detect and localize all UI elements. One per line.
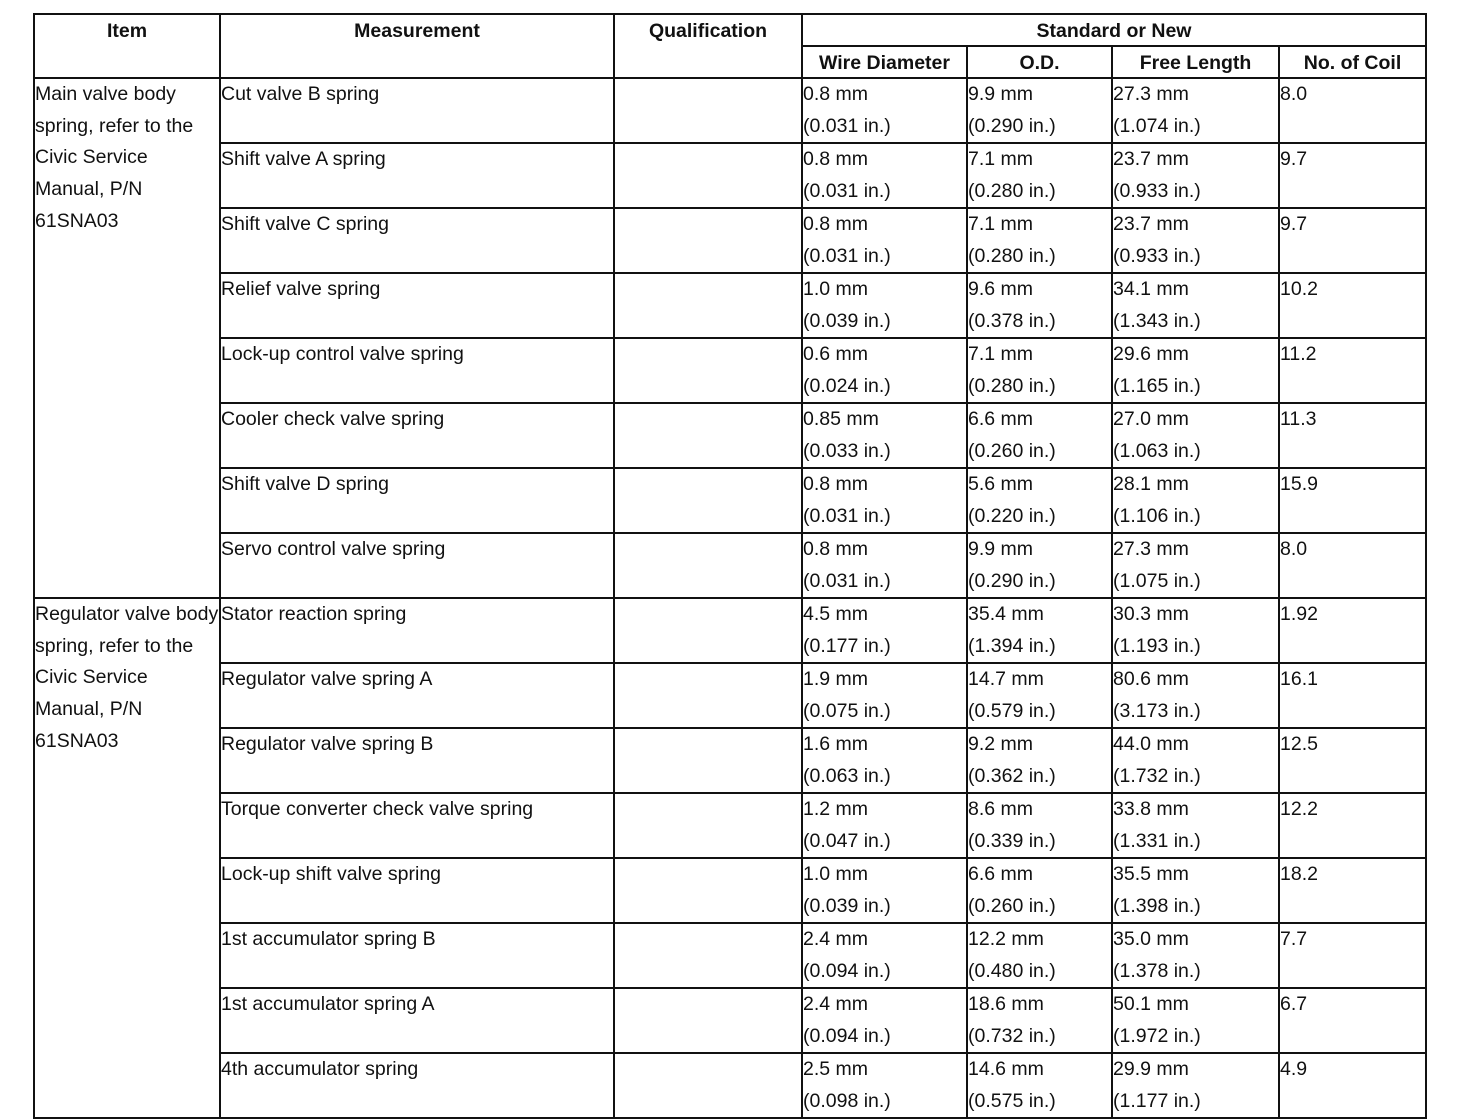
spring-spec-table xyxy=(33,13,1427,1119)
wire-diameter-cell-mm: 0.8 mm xyxy=(803,473,869,495)
od-cell-in: (0.290 in.) xyxy=(968,569,1056,592)
od-cell-mm: 12.2 mm xyxy=(968,928,1044,950)
free-length-cell-in: (0.933 in.) xyxy=(1113,179,1201,202)
coil-count-cell xyxy=(1279,208,1426,273)
od-cell-in: (0.280 in.) xyxy=(968,374,1056,397)
free-length-cell-mm: 29.6 mm xyxy=(1113,343,1189,365)
od-cell xyxy=(967,338,1112,403)
coil-count-cell xyxy=(1279,858,1426,923)
wire-diameter-cell-in: (0.033 in.) xyxy=(803,439,891,462)
free-length-cell-mm: 27.3 mm xyxy=(1113,83,1189,105)
wire-diameter-cell xyxy=(802,273,967,338)
wire-diameter-cell xyxy=(802,403,967,468)
coil-count-cell-text: 7.7 xyxy=(1280,928,1308,950)
coil-count-cell xyxy=(1279,988,1426,1053)
spec-table-body xyxy=(34,78,1426,1118)
measurement-cell-text: Lock-up shift valve spring xyxy=(221,863,442,885)
free-length-cell-in: (3.173 in.) xyxy=(1113,699,1201,722)
od-cell xyxy=(967,988,1112,1053)
od-cell xyxy=(967,78,1112,143)
measurement-cell xyxy=(220,468,614,533)
od-cell xyxy=(967,1053,1112,1118)
free-length-cell-in: (1.732 in.) xyxy=(1113,764,1201,787)
qualification-cell xyxy=(614,1053,802,1118)
measurement-cell-text: Servo control valve spring xyxy=(221,538,446,560)
qualification-cell xyxy=(614,273,802,338)
wire-diameter-cell xyxy=(802,78,967,143)
free-length-cell-in: (1.074 in.) xyxy=(1113,114,1201,137)
qualification-cell xyxy=(614,988,802,1053)
measurement-cell-text: Lock-up control valve spring xyxy=(221,343,464,365)
free-length-cell-in: (1.343 in.) xyxy=(1113,309,1201,332)
wire-diameter-cell-mm: 2.4 mm xyxy=(803,928,869,950)
free-length-cell xyxy=(1112,728,1279,793)
free-length-cell-in: (1.398 in.) xyxy=(1113,894,1201,917)
coil-count-cell-text: 11.2 xyxy=(1280,343,1317,365)
table-row xyxy=(34,988,1426,1053)
coil-count-cell-text: 12.2 xyxy=(1280,798,1318,820)
coil-count-cell-text: 16.1 xyxy=(1280,668,1318,690)
od-cell-in: (0.260 in.) xyxy=(968,894,1056,917)
coil-count-cell-text: 4.9 xyxy=(1280,1058,1308,1080)
item-cell xyxy=(34,598,220,1118)
wire-diameter-cell-mm: 1.0 mm xyxy=(803,278,869,300)
free-length-cell-in: (1.075 in.) xyxy=(1113,569,1201,592)
wire-diameter-cell-mm: 0.85 mm xyxy=(803,408,879,430)
free-length-cell-mm: 30.3 mm xyxy=(1113,603,1189,625)
qualification-cell xyxy=(614,338,802,403)
free-length-cell-in: (1.972 in.) xyxy=(1113,1024,1201,1047)
free-length-cell-mm: 44.0 mm xyxy=(1113,733,1189,755)
coil-count-cell xyxy=(1279,1053,1426,1118)
free-length-cell-mm: 29.9 mm xyxy=(1113,1058,1189,1080)
coil-count-cell xyxy=(1279,143,1426,208)
wire-diameter-cell-in: (0.177 in.) xyxy=(803,634,891,657)
free-length-cell-mm: 33.8 mm xyxy=(1113,798,1189,820)
coil-count-cell-text: 8.0 xyxy=(1280,538,1308,560)
wire-diameter-cell-in: (0.063 in.) xyxy=(803,764,891,787)
table-row xyxy=(34,78,1426,143)
coil-count-cell xyxy=(1279,533,1426,598)
wire-diameter-cell xyxy=(802,988,967,1053)
free-length-cell-mm: 35.0 mm xyxy=(1113,928,1189,950)
header-no-of-coil: No. of Coil xyxy=(1279,46,1426,78)
od-cell-mm: 14.6 mm xyxy=(968,1058,1044,1080)
coil-count-cell-text: 6.7 xyxy=(1280,993,1308,1015)
od-cell-in: (0.378 in.) xyxy=(968,309,1056,332)
measurement-cell xyxy=(220,793,614,858)
coil-count-cell-text: 10.2 xyxy=(1280,278,1318,300)
free-length-cell-mm: 27.0 mm xyxy=(1113,408,1189,430)
od-cell-mm: 35.4 mm xyxy=(968,603,1044,625)
wire-diameter-cell xyxy=(802,793,967,858)
wire-diameter-cell-mm: 2.4 mm xyxy=(803,993,869,1015)
od-cell-mm: 9.6 mm xyxy=(968,278,1034,300)
od-cell-mm: 18.6 mm xyxy=(968,993,1044,1015)
measurement-cell xyxy=(220,338,614,403)
coil-count-cell-text: 18.2 xyxy=(1280,863,1318,885)
wire-diameter-cell xyxy=(802,468,967,533)
qualification-cell xyxy=(614,663,802,728)
wire-diameter-cell-in: (0.039 in.) xyxy=(803,894,891,917)
wire-diameter-cell xyxy=(802,533,967,598)
od-cell-in: (0.280 in.) xyxy=(968,179,1056,202)
wire-diameter-cell-mm: 0.8 mm xyxy=(803,538,869,560)
wire-diameter-cell-mm: 2.5 mm xyxy=(803,1058,869,1080)
measurement-cell-text: Shift valve A spring xyxy=(221,148,386,170)
od-cell-in: (1.394 in.) xyxy=(968,634,1056,657)
wire-diameter-cell xyxy=(802,598,967,663)
measurement-cell-text: Regulator valve spring A xyxy=(221,668,433,690)
wire-diameter-cell-in: (0.098 in.) xyxy=(803,1089,891,1112)
table-row xyxy=(34,858,1426,923)
header-free-length: Free Length xyxy=(1112,46,1279,78)
od-cell xyxy=(967,403,1112,468)
table-row xyxy=(34,143,1426,208)
wire-diameter-cell xyxy=(802,858,967,923)
wire-diameter-cell xyxy=(802,728,967,793)
measurement-cell xyxy=(220,728,614,793)
free-length-cell-mm: 23.7 mm xyxy=(1113,148,1189,170)
free-length-cell xyxy=(1112,78,1279,143)
coil-count-cell xyxy=(1279,598,1426,663)
coil-count-cell-text: 8.0 xyxy=(1280,83,1308,105)
wire-diameter-cell xyxy=(802,1053,967,1118)
coil-count-cell-text: 1.92 xyxy=(1280,603,1318,625)
free-length-cell xyxy=(1112,858,1279,923)
free-length-cell xyxy=(1112,1053,1279,1118)
measurement-cell-text: Cut valve B spring xyxy=(221,83,380,105)
od-cell xyxy=(967,663,1112,728)
free-length-cell-in: (1.331 in.) xyxy=(1113,829,1201,852)
measurement-cell xyxy=(220,273,614,338)
free-length-cell xyxy=(1112,208,1279,273)
free-length-cell-mm: 80.6 mm xyxy=(1113,668,1189,690)
od-cell xyxy=(967,728,1112,793)
header-wire-diameter: Wire Diameter xyxy=(802,46,967,78)
free-length-cell xyxy=(1112,923,1279,988)
table-row xyxy=(34,598,1426,663)
wire-diameter-cell-mm: 1.9 mm xyxy=(803,668,869,690)
table-row xyxy=(34,793,1426,858)
od-cell-mm: 6.6 mm xyxy=(968,863,1034,885)
item-label: Main valve body spring, refer to the Civic Service Manual, P/N 61SNA03 xyxy=(35,83,194,232)
od-cell-mm: 5.6 mm xyxy=(968,473,1034,495)
od-cell-mm: 9.9 mm xyxy=(968,538,1034,560)
od-cell xyxy=(967,793,1112,858)
measurement-cell-text: 1st accumulator spring B xyxy=(221,928,436,950)
table-row xyxy=(34,208,1426,273)
table-row xyxy=(34,663,1426,728)
measurement-cell xyxy=(220,78,614,143)
free-length-cell-mm: 23.7 mm xyxy=(1113,213,1189,235)
od-cell xyxy=(967,468,1112,533)
coil-count-cell xyxy=(1279,273,1426,338)
wire-diameter-cell-in: (0.031 in.) xyxy=(803,114,891,137)
measurement-cell-text: Stator reaction spring xyxy=(221,603,407,625)
od-cell xyxy=(967,533,1112,598)
coil-count-cell-text: 9.7 xyxy=(1280,148,1308,170)
free-length-cell xyxy=(1112,533,1279,598)
od-cell-mm: 14.7 mm xyxy=(968,668,1044,690)
measurement-cell xyxy=(220,598,614,663)
wire-diameter-cell-mm: 1.0 mm xyxy=(803,863,869,885)
od-cell xyxy=(967,923,1112,988)
free-length-cell xyxy=(1112,988,1279,1053)
measurement-cell-text: 4th accumulator spring xyxy=(221,1058,419,1080)
measurement-cell-text: Shift valve D spring xyxy=(221,473,389,495)
measurement-cell xyxy=(220,403,614,468)
od-cell-in: (0.362 in.) xyxy=(968,764,1056,787)
coil-count-cell-text: 9.7 xyxy=(1280,213,1308,235)
table-row xyxy=(34,338,1426,403)
free-length-cell xyxy=(1112,793,1279,858)
measurement-cell-text: Relief valve spring xyxy=(221,278,381,300)
free-length-cell-mm: 27.3 mm xyxy=(1113,538,1189,560)
wire-diameter-cell-mm: 0.8 mm xyxy=(803,83,869,105)
wire-diameter-cell xyxy=(802,923,967,988)
od-cell-in: (0.290 in.) xyxy=(968,114,1056,137)
qualification-cell xyxy=(614,793,802,858)
coil-count-cell xyxy=(1279,403,1426,468)
qualification-cell xyxy=(614,923,802,988)
qualification-cell xyxy=(614,468,802,533)
free-length-cell xyxy=(1112,143,1279,208)
measurement-cell-text: Torque converter check valve spring xyxy=(221,798,534,820)
free-length-cell-mm: 34.1 mm xyxy=(1113,278,1189,300)
header-item: Item xyxy=(34,14,220,78)
table-row xyxy=(34,1053,1426,1118)
free-length-cell-in: (1.378 in.) xyxy=(1113,959,1201,982)
coil-count-cell xyxy=(1279,338,1426,403)
od-cell-mm: 9.9 mm xyxy=(968,83,1034,105)
od-cell-in: (0.480 in.) xyxy=(968,959,1056,982)
qualification-cell xyxy=(614,858,802,923)
qualification-cell xyxy=(614,533,802,598)
free-length-cell-mm: 28.1 mm xyxy=(1113,473,1189,495)
item-cell xyxy=(34,78,220,598)
od-cell-mm: 6.6 mm xyxy=(968,408,1034,430)
od-cell xyxy=(967,273,1112,338)
measurement-cell xyxy=(220,143,614,208)
measurement-cell xyxy=(220,923,614,988)
free-length-cell-in: (1.177 in.) xyxy=(1113,1089,1201,1112)
free-length-cell xyxy=(1112,598,1279,663)
coil-count-cell xyxy=(1279,793,1426,858)
qualification-cell xyxy=(614,728,802,793)
qualification-cell xyxy=(614,78,802,143)
table-row xyxy=(34,468,1426,533)
wire-diameter-cell-mm: 0.6 mm xyxy=(803,343,869,365)
measurement-cell xyxy=(220,1053,614,1118)
wire-diameter-cell-in: (0.031 in.) xyxy=(803,504,891,527)
wire-diameter-cell-in: (0.047 in.) xyxy=(803,829,891,852)
item-label: Regulator valve body spring, refer to the Civic Service Manual, P/N 61SNA03 xyxy=(35,603,219,752)
wire-diameter-cell xyxy=(802,663,967,728)
od-cell xyxy=(967,598,1112,663)
measurement-cell xyxy=(220,533,614,598)
od-cell xyxy=(967,208,1112,273)
qualification-cell xyxy=(614,598,802,663)
measurement-cell-text: 1st accumulator spring A xyxy=(221,993,435,1015)
wire-diameter-cell-in: (0.039 in.) xyxy=(803,309,891,332)
wire-diameter-cell xyxy=(802,143,967,208)
coil-count-cell xyxy=(1279,663,1426,728)
free-length-cell xyxy=(1112,273,1279,338)
od-cell-mm: 9.2 mm xyxy=(968,733,1034,755)
od-cell-in: (0.579 in.) xyxy=(968,699,1056,722)
table-row xyxy=(34,533,1426,598)
qualification-cell xyxy=(614,208,802,273)
od-cell-in: (0.575 in.) xyxy=(968,1089,1056,1112)
od-cell-mm: 7.1 mm xyxy=(968,213,1034,235)
free-length-cell xyxy=(1112,468,1279,533)
header-standard-or-new: Standard or New xyxy=(802,14,1426,46)
wire-diameter-cell-in: (0.031 in.) xyxy=(803,244,891,267)
header-od: O.D. xyxy=(967,46,1112,78)
od-cell xyxy=(967,143,1112,208)
wire-diameter-cell-in: (0.031 in.) xyxy=(803,179,891,202)
wire-diameter-cell-mm: 0.8 mm xyxy=(803,148,869,170)
od-cell-in: (0.220 in.) xyxy=(968,504,1056,527)
coil-count-cell xyxy=(1279,78,1426,143)
od-cell xyxy=(967,858,1112,923)
measurement-cell xyxy=(220,988,614,1053)
free-length-cell-in: (1.063 in.) xyxy=(1113,439,1201,462)
measurement-cell-text: Shift valve C spring xyxy=(221,213,389,235)
wire-diameter-cell-in: (0.031 in.) xyxy=(803,569,891,592)
wire-diameter-cell-in: (0.024 in.) xyxy=(803,374,891,397)
od-cell-in: (0.260 in.) xyxy=(968,439,1056,462)
wire-diameter-cell-mm: 0.8 mm xyxy=(803,213,869,235)
free-length-cell-in: (1.193 in.) xyxy=(1113,634,1201,657)
od-cell-in: (0.339 in.) xyxy=(968,829,1056,852)
qualification-cell xyxy=(614,403,802,468)
free-length-cell-in: (0.933 in.) xyxy=(1113,244,1201,267)
free-length-cell-mm: 35.5 mm xyxy=(1113,863,1189,885)
coil-count-cell-text: 11.3 xyxy=(1280,408,1317,430)
measurement-cell xyxy=(220,208,614,273)
free-length-cell xyxy=(1112,403,1279,468)
wire-diameter-cell xyxy=(802,208,967,273)
measurement-cell-text: Cooler check valve spring xyxy=(221,408,445,430)
table-row xyxy=(34,923,1426,988)
header-measurement: Measurement xyxy=(220,14,614,78)
wire-diameter-cell-mm: 1.6 mm xyxy=(803,733,869,755)
wire-diameter-cell-in: (0.094 in.) xyxy=(803,1024,891,1047)
header-qualification: Qualification xyxy=(614,14,802,78)
free-length-cell xyxy=(1112,338,1279,403)
od-cell-mm: 7.1 mm xyxy=(968,148,1034,170)
coil-count-cell-text: 15.9 xyxy=(1280,473,1318,495)
od-cell-mm: 8.6 mm xyxy=(968,798,1034,820)
qualification-cell xyxy=(614,143,802,208)
coil-count-cell xyxy=(1279,468,1426,533)
coil-count-cell xyxy=(1279,728,1426,793)
free-length-cell-in: (1.165 in.) xyxy=(1113,374,1201,397)
wire-diameter-cell xyxy=(802,338,967,403)
wire-diameter-cell-in: (0.075 in.) xyxy=(803,699,891,722)
od-cell-mm: 7.1 mm xyxy=(968,343,1034,365)
table-row xyxy=(34,273,1426,338)
coil-count-cell xyxy=(1279,923,1426,988)
wire-diameter-cell-mm: 4.5 mm xyxy=(803,603,869,625)
od-cell-in: (0.280 in.) xyxy=(968,244,1056,267)
measurement-cell xyxy=(220,858,614,923)
measurement-cell-text: Regulator valve spring B xyxy=(221,733,434,755)
coil-count-cell-text: 12.5 xyxy=(1280,733,1318,755)
free-length-cell-in: (1.106 in.) xyxy=(1113,504,1201,527)
measurement-cell xyxy=(220,663,614,728)
free-length-cell-mm: 50.1 mm xyxy=(1113,993,1189,1015)
free-length-cell xyxy=(1112,663,1279,728)
wire-diameter-cell-in: (0.094 in.) xyxy=(803,959,891,982)
table-row xyxy=(34,728,1426,793)
table-row xyxy=(34,403,1426,468)
wire-diameter-cell-mm: 1.2 mm xyxy=(803,798,869,820)
od-cell-in: (0.732 in.) xyxy=(968,1024,1056,1047)
